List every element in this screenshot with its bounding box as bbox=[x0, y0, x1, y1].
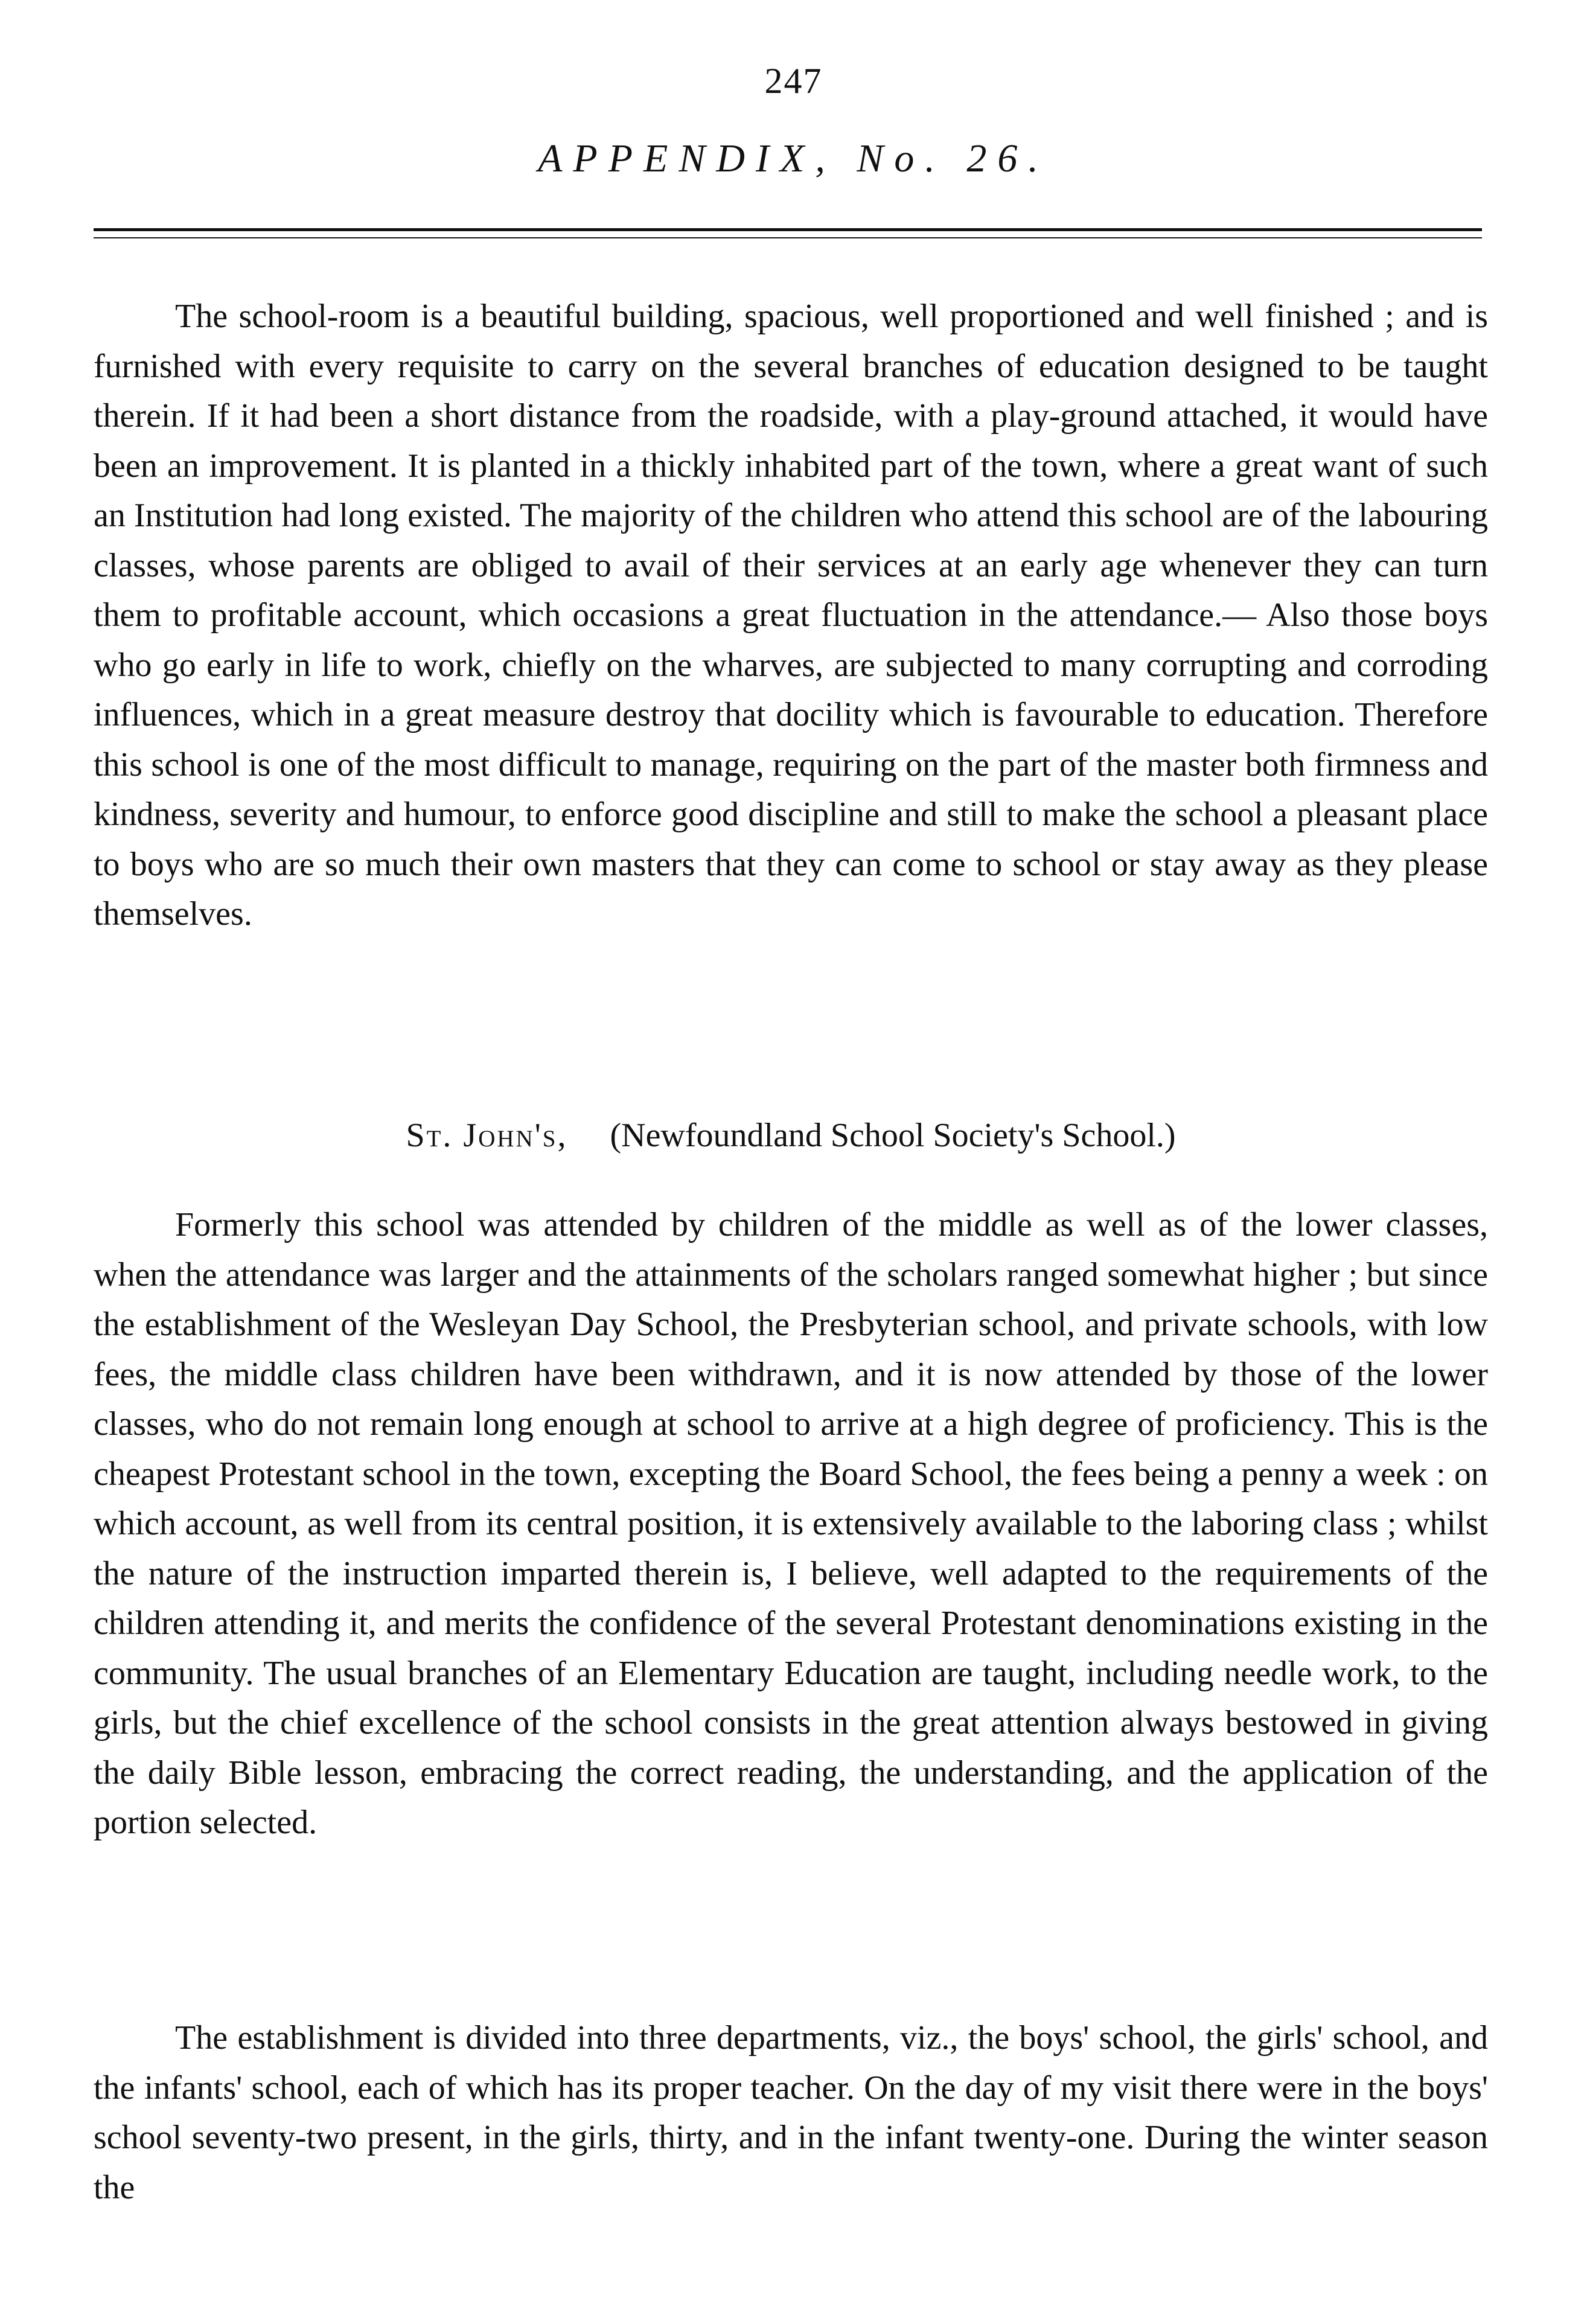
paragraph-text: The establishment is divided into three departments, viz., the boys' school, the girls' school, and the infants' school, each of which has its proper teacher. On the day of my visit there were in the boys' school seventy-two present, in the girls, thirty, and in the infant twenty-one. During the winter season the bbox=[94, 2019, 1488, 2206]
section-heading-place: St. John's, bbox=[406, 1117, 568, 1154]
header-rule-thick bbox=[94, 228, 1482, 231]
header-rule-thin bbox=[94, 237, 1482, 238]
paragraph-text: The school-room is a beautiful building, spacious, well proportioned and well finished ; and is furnished with every requisite to carry on the several branches of education designed to be taught therein. If it had been a short distance from the roadside, with a play-ground attached, it would have been an improvement. It is planted in a thickly inhabited part of the town, where a great want of such an Institution had long existed. The majority of the children who attend this school are of the labouring classes, whose parents are obliged to avail of their services at an early age whenever they can turn them to profitable account, which occasions a great fluctuation in the attendance.— Also those boys who go early in life to work, chiefly on the wharves, are subjected to many corrupting and corroding influences, which in a great measure destroy that docility which is favourable to education. Therefore this school is one of the most difficult to manage, requiring on the part of the master both firmness and kindness, severity and humour, to enforce good discipline and still to make the school a pleasant place to boys who are so much their own masters that they can come to school or stay away as they please themselves. bbox=[94, 298, 1488, 933]
section-heading bbox=[94, 1111, 1488, 1161]
body-paragraph-3 bbox=[94, 2013, 1488, 2212]
section-heading-title: (Newfoundland School Society's School.) bbox=[610, 1117, 1176, 1154]
section-heading-spacer bbox=[576, 1117, 601, 1154]
page-number: 247 bbox=[764, 61, 823, 101]
body-paragraph-2 bbox=[94, 1200, 1488, 1848]
paragraph-text: Formerly this school was attended by children of the middle as well as of the lower classes, when the attendance was larger and the attainments of the scholars ranged somewhat higher ; but since the establishment of the Wesleyan Day School, the Presbyterian school, and private schools, with low fees, the middle class children have been withdrawn, and it is now attended by those of the lower classes, who do not remain long enough at school to arrive at a high degree of proficiency. This is the cheapest Protestant school in the town, excepting the Board School, the fees being a penny a week : on which account, as well from its central position, it is extensively available to the laboring class ; whilst the nature of the instruction imparted therein is, I believe, well adapted to the requirements of the children attending it, and merits the confidence of the several Protestant denominations existing in the community. The usual branches of an Elementary Education are taught, including needle work, to the girls, but the chief excellence of the school consists in the great attention always bestowed in giving the daily Bible lesson, embracing the correct reading, the understanding, and the application of the portion selected. bbox=[94, 1206, 1488, 1841]
running-head: APPENDIX, No. 26. bbox=[538, 136, 1049, 180]
body-paragraph-1 bbox=[94, 292, 1488, 939]
